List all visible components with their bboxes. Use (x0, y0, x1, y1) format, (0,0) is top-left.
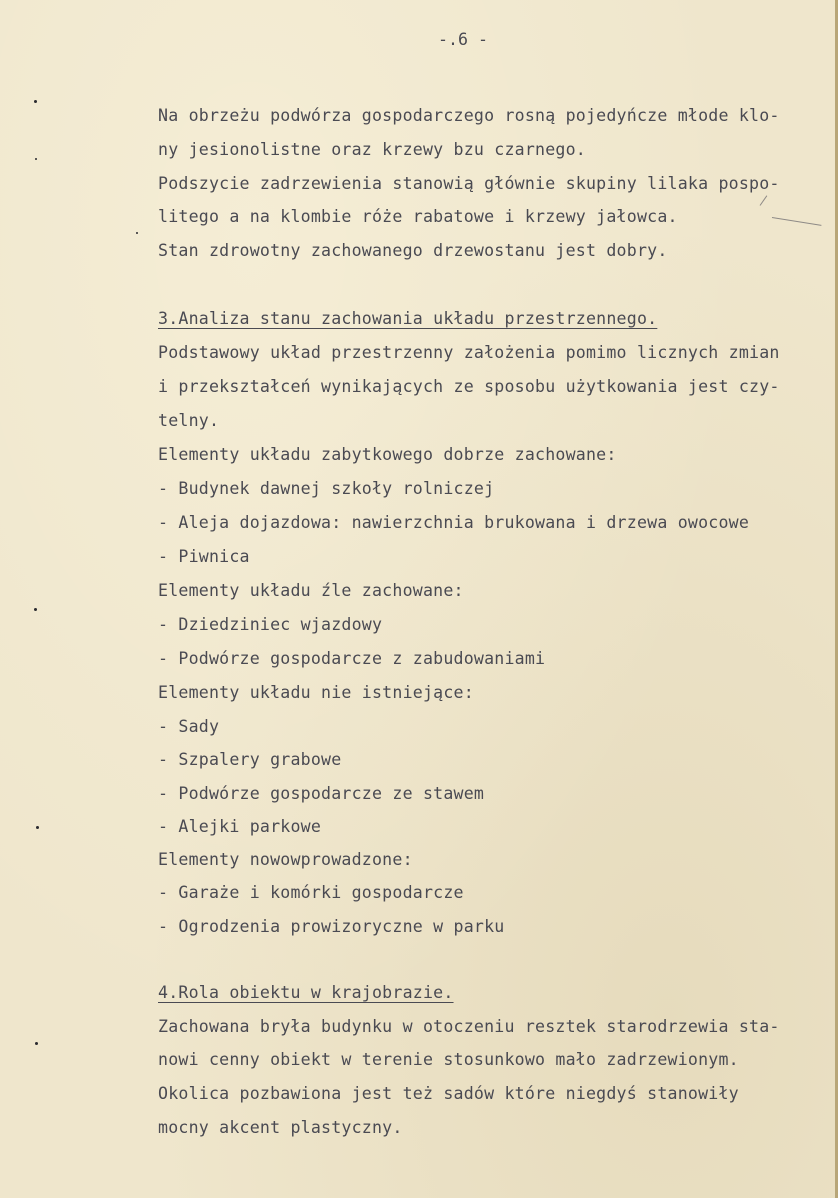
margin-speck (35, 158, 37, 160)
pencil-mark (760, 195, 768, 205)
text-line: Elementy układu nie istniejące: (158, 683, 474, 702)
list-item: - Garaże i komórki gospodarcze (158, 883, 464, 902)
section-heading-4: 4.Rola obiektu w krajobrazie. (158, 983, 454, 1002)
text-line: i przekształceń wynikających ze sposobu użytkowania jest czy- (158, 377, 780, 396)
list-item: - Dziedziniec wjazdowy (158, 615, 383, 634)
section-heading-3: 3.Analiza stanu zachowania układu przestrzennego. (158, 309, 658, 328)
pencil-mark (772, 217, 822, 226)
text-line: Okolica pozbawiona jest też sadów które niegdyś stanowiły (158, 1084, 739, 1103)
list-item: - Szpalery grabowe (158, 750, 342, 769)
text-line: litego a na klombie róże rabatowe i krzewy jałowca. (158, 207, 678, 226)
text-line: Zachowana bryła budynku w otoczeniu resztek starodrzewia sta- (158, 1017, 780, 1036)
margin-speck (34, 608, 37, 611)
text-line: ny jesionolistne oraz krzewy bzu czarnego. (158, 140, 586, 159)
text-line: Elementy układu zabytkowego dobrze zachowane: (158, 445, 617, 464)
list-item: - Sady (158, 717, 220, 736)
list-item: - Ogrodzenia prowizoryczne w parku (158, 917, 505, 936)
list-item: - Budynek dawnej szkoły rolniczej (158, 479, 495, 498)
text-line: Stan zdrowotny zachowanego drzewostanu jest dobry. (158, 241, 668, 260)
margin-speck (136, 232, 138, 234)
text-line: telny. (158, 411, 220, 430)
list-item: - Piwnica (158, 547, 250, 566)
list-item: - Podwórze gospodarcze z zabudowaniami (158, 649, 546, 668)
text-line: Elementy nowowprowadzone: (158, 850, 413, 869)
margin-speck (34, 100, 37, 103)
text-line: Na obrzeżu podwórza gospodarczego rosną pojedyńcze młode klo- (158, 106, 780, 125)
list-item: - Alejki parkowe (158, 817, 322, 836)
text-line: mocny akcent plastyczny. (158, 1118, 403, 1137)
text-line: nowi cenny obiekt w terenie stosunkowo mało zadrzewionym. (158, 1050, 739, 1069)
list-item: - Aleja dojazdowa: nawierzchnia brukowana i drzewa owocowe (158, 513, 750, 532)
margin-speck (36, 826, 39, 829)
margin-speck (35, 1042, 38, 1045)
list-item: - Podwórze gospodarcze ze stawem (158, 784, 485, 803)
text-line: Elementy układu źle zachowane: (158, 581, 464, 600)
text-line: Podstawowy układ przestrzenny założenia pomimo licznych zmian (158, 343, 780, 362)
text-line: Podszycie zadrzewienia stanowią głównie skupiny lilaka pospo- (158, 174, 780, 193)
page-number: -.6 - (438, 30, 488, 49)
